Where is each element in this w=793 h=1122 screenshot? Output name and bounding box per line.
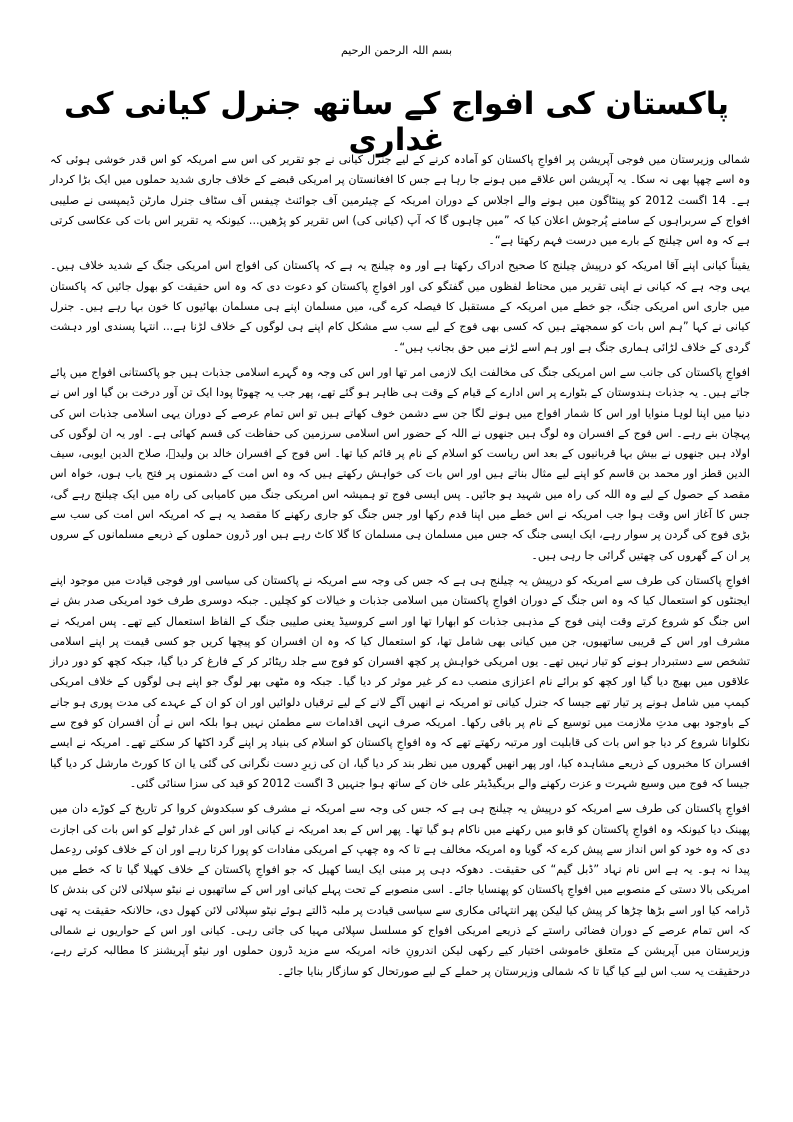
paragraph-2: یقیناً کیانی اپنے آقا امریکہ کو درپیش چیلنج کا صحیح ادراک رکھتا ہے اور وہ چیلنج یہ ہے کہ پاکستان کی افواج اس امریکی جنگ کے شدید خلاف ہیں۔ یہی وجہ ہے کہ کیانی نے اپنی تقریر میں محتاط لفظوں میں گفتگو کی اور افواجِ پاکستان کو دعوت دی کہ وہ اس حقیقت کو بھول جائیں کہ پاکستان میں جاری اس امریکی جنگ، جو خطے میں امریکہ کے مستقبل کا فیصلہ کرے گی، میں مسلمان اپنے ہی مسلمان بھائیوں کا خون بہا رہے ہیں۔ جنرل کیانی نے کہا ”ہم اس بات کو سمجھتے ہیں کہ کسی بھی فوج کے لیے سب سے مشکل کام اپنے ہی لوگوں کے خلاف لڑنا ہے... انتہا پسندی اور دہشت گردی کے خلاف لڑائی ہماری جنگ ہے اور ہم اسے لڑنے میں حق بجانب ہیں“۔	[50, 259, 750, 354]
paragraph-4: افواجِ پاکستان کی طرف سے امریکہ کو درپیش یہ چیلنج ہی ہے کہ جس کی وجہ سے امریکہ نے پاکستان کی سیاسی اور فوجی قیادت میں موجود اپنے ایجنٹوں کو استعمال کیا کہ وہ اس جنگ کے دوران افواجِ پاکستان میں اسلامی جذبات و خیالات کو کچلیں۔ جبکہ دوسری طرف خود امریکی صدر بش نے اس جنگ کو شروع کرتے وقت اپنی فوج کے مذہبی جذبات کو ابھارا تھا اور اسے کروسیڈ یعنی صلیبی جنگ کے الفاظ استعمال کیے تھے۔ پس امریکہ نے مشرف اور اس کے قریبی ساتھیوں، جن میں کیانی بھی شامل تھا، کو استعمال کیا کہ وہ ان افسران کو پیچھا کریں جو کسی قیمت پر اپنے اسلامی تشخص سے دستبردار ہونے کو تیار نہیں تھے۔ یوں امریکی خواہش پر کچھ افسران کو فوج سے جلد ریٹائر کر کے فارغ کر دیا گیا، جبکہ کچھ کو دور دراز علاقوں میں بھیج دیا گیا اور کچھ کو برائے نام اعزازی منصب دے کر غیر موثر کر دیا گیا۔ جبکہ وہ مٹھی بھر لوگ جو اپنے ہی لوگوں کے خلاف امریکی کیمپ میں شامل ہونے پر تیار تھے جیسا کہ جنرل کیانی تو امریکہ نے انھیں آگے لانے کے لیے ترقیاں دلوائیں اور ان کو ان کے عہدے کی مدت پوری ہو جانے کے باوجود بھی مدتِ ملازمت میں توسیع کے نام پر باقی رکھا۔ امریکہ صرف انہی اقدامات سے مطمئن نہیں ہوا بلکہ اس نے اُن افسران کو فوج سے نکلوانا شروع کر دیا جو اس بات کی قابلیت اور مرتبہ رکھتے تھے کہ وہ افواجِ پاکستان کو اسلام کی بنیاد پر اپنے گرد اکٹھا کر سکتے تھے۔ امریکہ نے ایسے افسران کا مخبروں کے ذریعے مشاہدہ کیا، اور پھر انھیں گھروں میں نظر بند کر دیا گیا، ان کی زیرِ دست نگرانی کی گئی یا ان کا کورٹ مارشل کر دیا گیا جیسا کہ فوج میں وسیع شہرت و عزت رکھنے والے بریگیڈیئر علی خان کے ساتھ ہوا جنہیں 3 اگست 2012 کو قید کی سزا سنائی گئی۔	[50, 573, 750, 790]
paragraph-5: افواجِ پاکستان کی طرف سے امریکہ کو درپیش یہ چیلنج ہی ہے کہ جس کی وجہ سے امریکہ نے مشرف کو سبکدوش کروا کر تاریخ کے کوڑے دان میں پھینک دیا کیونکہ وہ افواجِ پاکستان کو قابو میں رکھنے میں ناکام ہو گیا تھا۔ پھر اس کے بعد امریکہ نے کیانی اور اس کے غدار ٹولے کو اس بات کی اجازت دی کہ وہ خود کو اس انداز سے پیش کرے کہ گویا وہ امریکہ مخالف ہے تا کہ وہ چھپ کے امریکی مفادات کو پورا کرتا رہے اور ان کے خلاف کوئی ردِعمل پیدا نہ ہو۔ یہ ہے اس نام نہاد ”ڈبل گیم“ کی حقیقت۔ دھوکہ دہی پر مبنی ایک ایسا کھیل کہ جو افواجِ پاکستان کے خلاف کھیلا گیا تا کہ خطے میں امریکی بالا دستی کے منصوبے میں افواجِ پاکستان کو پھنسایا جائے۔ اسی منصوبے کے تحت پہلے کیانی اور اس کے ساتھیوں نے نیٹو سپلائی لائن کی بندش کا ڈرامہ کیا اور اسے بڑھا چڑھا کر پیش کیا لیکن پھر انتہائی مکاری سے سیاسی قیادت پر ملبہ ڈالتے ہوئے نیٹو سپلائی لائن کھول دی، حالانکہ حقیقت یہ تھی کہ اس تمام عرصے کے دوران فضائی راستے کے ذریعے امریکی افواج کو مسلسل سپلائی مہیا کی جاتی رہی۔ کیانی اور اس کے حواریوں نے شمالی وزیرستان میں آپریشن کے متعلق خاموشی اختیار کیے رکھی لیکن اندرونِ خانہ امریکہ سے مزید ڈرون حملوں اور نیٹو آپریشنز کا مطالبہ کرتے رہے، درحقیقت یہ سب اس لیے کیا گیا تا کہ شمالی وزیرستان پر حملے کے لیے صورتحال کو سازگار بنایا جائے۔	[50, 802, 750, 978]
paragraph-1: شمالی وزیرستان میں فوجی آپریشن پر افواجِ پاکستان کو آمادہ کرنے کے لیے جنرل کیانی نے جو تقریر کی اس سے امریکہ کو اس قدر خوشی ہوئی کہ وہ اسے چھپا بھی نہ سکا۔ یہ آپریشن اس علاقے میں ہونے جا رہا ہے جس کا افغانستان پر امریکی قبضے کے خلاف جاری شدید حملوں میں ایک بڑا کردار ہے۔ 14 اگست 2012 کو پینٹاگون میں ہونے والے اجلاس کے دوران امریکہ کے چیئرمین آف جوائنٹ چیفس آف سٹاف جنرل مارٹن ڈیمپسی نے صلیبی افواج کے سربراہوں کے سامنے پُرجوش اعلان کیا کہ ”میں چاہوں گا کہ آپ (کیانی کی) اس تقریر کو پڑھیں... کیونکہ یہ تقریر اس بات کی عکاسی کرتی ہے کہ وہ اس چیلنج کے بارے میں درست فہم رکھتا ہے“۔	[50, 153, 750, 248]
page-title: پاکستان کی افواج کے ساتھ جنرل کیانی کی غداری	[63, 86, 729, 158]
article-body	[50, 150, 750, 987]
paragraph-3: افواجِ پاکستان کی جانب سے اس امریکی جنگ کی مخالفت ایک لازمی امر تھا اور اس کی وجہ وہ گہرے اسلامی جذبات ہیں جو پاکستانی افواج میں پائے جاتے ہیں۔ یہ جذبات ہندوستان کے بٹوارے پر اس ادارے کے قیام کے وقت ہی ظاہر ہو گئے تھے، پھر جب یہ چھوٹا پودا ایک تن آور درخت بن گیا اور اس نے دنیا میں اپنا لوہا منوایا اور اس کا شمار افواج میں ہونے لگا جن سے دشمن خوف کھاتے ہیں تو اس تمام عرصے کے دوران یہی اسلامی جذبات اس کی پہچان بنے رہے۔ اس فوج کے افسران وہ لوگ ہیں جنھوں نے اللہ کے حضور اس اسلامی سرزمین کی حفاظت کی قسم کھائی ہے۔ اور یہ ان لوگوں کی اولاد ہیں جنھوں نے بیش بہا قربانیوں کے بعد اس ریاست کو اسلام کے نام پر قائم کیا تھا۔ اس فوج کے افسران خالد بن ولیدؓ، صلاح الدین ایوبی، سیف الدین قطز اور محمد بن قاسم کو اپنے لیے مثال بناتے ہیں اور اس بات کی خواہش رکھتے ہیں کہ وہ اس امت کے دشمنوں پر فتح یاب ہوں، خواہ اس مقصد کے حصول کے لیے وہ اللہ کی راہ میں شہید ہو جائیں۔ پس ایسی فوج تو ہمیشہ اس امریکی جنگ میں کامیابی کی راہ میں ایک چیلنج رہے گی، جس کا آغاز اس وقت ہوا جب امریکہ نے اس خطے میں اپنا قدم رکھا اور جس جنگ کو جاری رکھنے کا مقصد یہ ہے کہ امریکہ اس امت کی سب سے بڑی فوج کی گردن پر سوار رہے، ایک ایسی جنگ کہ جس میں مسلمان ہی مسلمان کا گلا کاٹ رہے ہیں اور ڈرون حملوں کے ذریعے مسلمانوں کے سروں پر ان کے گھروں کی چھتیں گرائی جا رہی ہیں۔	[50, 365, 750, 562]
bismillah-header: بسم اللہ الرحمن الرحیم	[340, 44, 453, 57]
